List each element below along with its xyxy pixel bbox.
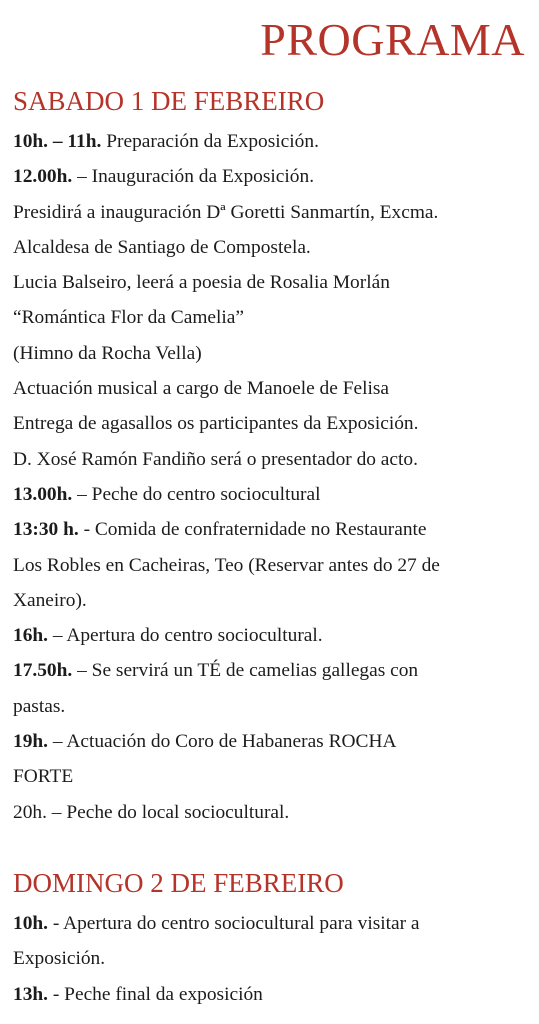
schedule-line xyxy=(13,724,531,759)
schedule-line xyxy=(13,618,531,653)
schedule-line xyxy=(13,583,531,618)
schedule-line xyxy=(13,406,531,441)
schedule-list-saturday xyxy=(13,124,531,830)
schedule-time: 17.50h. xyxy=(13,660,73,682)
schedule-time: 12.00h. xyxy=(13,166,73,188)
schedule-line xyxy=(13,977,531,1012)
schedule-time: 10h. xyxy=(13,913,49,934)
schedule-line xyxy=(13,195,531,230)
schedule-text: – Actuación do Coro de Habaneras ROCHA xyxy=(48,731,397,753)
schedule-line xyxy=(13,512,531,547)
schedule-time: 13:30 h. xyxy=(13,519,79,541)
schedule-text: - Peche final da exposición xyxy=(48,983,263,1005)
schedule-text: – Peche do centro sociocultural xyxy=(72,483,321,505)
schedule-text: “Romántica Flor da Camelia” xyxy=(13,307,244,329)
schedule-line xyxy=(13,689,531,724)
schedule-text: Presidirá a inauguración Dª Goretti Sanmartín, Excma. xyxy=(13,201,439,223)
schedule-text: – Apertura do centro sociocultural. xyxy=(48,625,323,647)
schedule-line xyxy=(13,336,531,371)
schedule-text: Entrega de agasallos os participantes da Exposición. xyxy=(13,413,419,435)
schedule-text: 20h. – Peche do local sociocultural. xyxy=(13,801,290,823)
schedule-text: (Himno da Rocha Vella) xyxy=(13,342,202,364)
schedule-text: – Se servirá un TÉ de camelias gallegas con xyxy=(72,660,419,682)
schedule-line xyxy=(13,906,531,941)
section-heading-saturday: SABADO 1 DE FEBREIRO xyxy=(13,86,325,116)
section-heading-sunday: DOMINGO 2 DE FEBREIRO xyxy=(13,868,344,898)
schedule-line xyxy=(13,265,531,300)
schedule-text: FORTE xyxy=(13,766,74,788)
schedule-text: D. Xosé Ramón Fandiño será o presentador do acto. xyxy=(13,448,418,470)
schedule-line xyxy=(13,759,531,794)
schedule-time: 13.00h. xyxy=(13,483,73,505)
schedule-line xyxy=(13,795,531,830)
schedule-time: 16h. xyxy=(13,625,49,647)
schedule-list-sunday xyxy=(13,906,531,1012)
schedule-line xyxy=(13,941,531,976)
schedule-text: Alcaldesa de Santiago de Compostela. xyxy=(13,236,311,258)
schedule-text: Los Robles en Cacheiras, Teo (Reservar antes do 27 de xyxy=(13,554,440,576)
schedule-line xyxy=(13,300,531,335)
schedule-line xyxy=(13,371,531,406)
schedule-text: - Comida de confraternidade no Restaurante xyxy=(78,519,427,541)
schedule-text: Exposición. xyxy=(13,948,106,970)
schedule-line xyxy=(13,159,531,194)
schedule-text: Preparación da Exposición. xyxy=(101,131,319,152)
schedule-text: pastas. xyxy=(13,695,66,717)
schedule-text: - Apertura do centro sociocultural para visitar a xyxy=(48,913,420,934)
schedule-time: 19h. xyxy=(13,731,49,753)
schedule-text: Actuación musical a cargo de Manoele de Felisa xyxy=(13,378,390,400)
schedule-time: 13h. xyxy=(13,983,49,1005)
schedule-line xyxy=(13,124,531,159)
schedule-text: – Inauguración da Exposición. xyxy=(72,166,315,188)
schedule-line xyxy=(13,230,531,265)
schedule-line xyxy=(13,442,531,477)
schedule-text: Xaneiro). xyxy=(13,589,87,611)
schedule-line xyxy=(13,477,531,512)
page-title: PROGRAMA xyxy=(260,14,525,65)
schedule-time: 10h. – 11h. xyxy=(13,131,102,152)
schedule-line xyxy=(13,548,531,583)
schedule-line xyxy=(13,653,531,688)
schedule-text: Lucia Balseiro, leerá a poesia de Rosalia Morlán xyxy=(13,272,390,294)
